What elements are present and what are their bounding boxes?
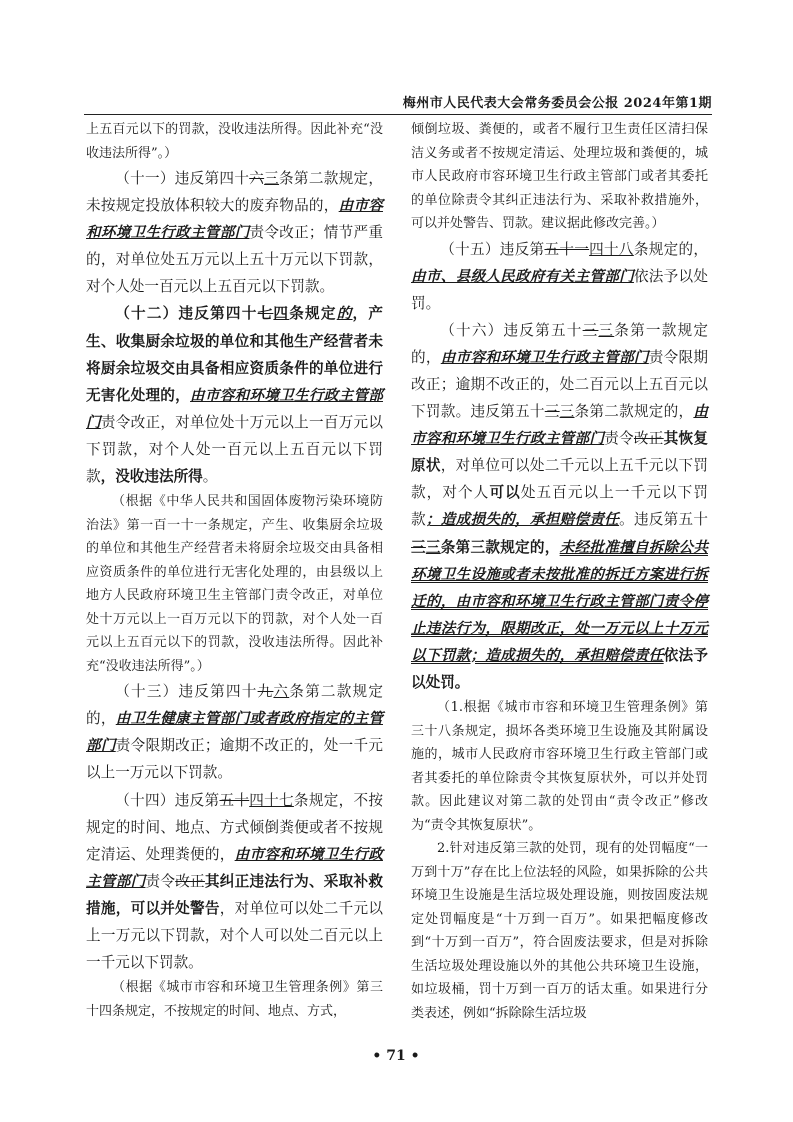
clause-16-added-text: 未经批准擅自拆除公共环境卫生设施或者未按批准的拆迁方案进行拆迁的，由市容和环境卫生行政主管部门责令停止违法行为，限期改正，处一万元以上十万元以下罚款；造成损失的，承担赔偿责任 — [411, 538, 708, 664]
clause-11-dept: 由市容和环境卫生行政主管部门 — [86, 197, 383, 242]
note-16-b: 2.针对违反第三款的处罚，现有的处罚幅度“一万到十万”存在比上位法轻的风险，如果拆除的公共环境卫生设施是生活垃圾处理设施，则按固废法规定处罚幅度是“十万到一百万”。如果把幅度修改到“十万到一百万”，符合固废法要求，但是对拆除生活垃圾处理设施以外的其他公共环境卫生设施，如垃圾桶，罚十万到一百万的话太重。如果进行分类表述，例如“拆除除生活垃圾 — [411, 841, 708, 1021]
clause-15: （十五）违反第五十一四十八条规定的，由市、县级人民政府有关主管部门依法予以处罚。 — [411, 240, 708, 312]
clause-16-dept-2: 由市容和环境卫生行政主管部门 — [411, 403, 708, 448]
clause-13: （十三）违反第四十九六条第二款规定的，由卫生健康主管部门或者政府指定的主管部门责令限期改正；逾期不改正的，处一千元以上一万元以下罚款。 — [86, 683, 383, 782]
header-rule — [84, 114, 712, 115]
page-header: 梅州市人民代表大会常务委员会公报 2024年第1期 — [402, 96, 712, 111]
note-continuation-right: 倾倒垃圾、粪便的，或者不履行卫生责任区清扫保洁义务或者不按规定清运、处理垃圾和粪便的，城市人民政府市容环境卫生行政主管部门或者其委托的单位除责令其纠正违法行为、采取补救措施外，可以并处警告、罚款。建议据此修改完善。） — [411, 122, 708, 231]
note-12: （根据《中华人民共和国固体废物污染环境防治法》第一百一十一条规定，产生、收集厨余垃圾的单位和其他生产经营者未将厨余垃圾交由具备相应资质条件的单位进行无害化处理的，由县级以上地方人民政府环境卫生主管部门责令改正，对单位处十万元以上一百万元以下的罚款，对个人处一百元以上五百元以下的罚款，没收违法所得。因此补充“没收违法所得”。） — [86, 494, 383, 674]
clause-15-dept: 由市、县级人民政府有关主管部门 — [411, 267, 634, 285]
note-14: （根据《城市市容和环境卫生管理条例》第三十四条规定，不按规定的时间、地点、方式， — [86, 980, 383, 1019]
right-column — [411, 118, 708, 1025]
clause-14-dept: 由市容和环境卫生行政主管部门 — [86, 845, 383, 890]
clause-14: （十四）违反第五十四十七条规定，不按规定的时间、地点、方式倾倒粪便或者不按规定清运、处理粪便的，由市容和环境卫生行政主管部门责令改正其纠正违法行为、采取补救措施，可以并处警告，对单位可以处二千元以上一万元以下罚款，对个人可以处二百元以上一千元以下罚款。 — [86, 791, 383, 972]
clause-12-dept: 由市容和环境卫生行政主管部门 — [86, 386, 383, 431]
left-column — [86, 118, 383, 1023]
clause-13-dept: 由卫生健康主管部门或者政府指定的主管部门 — [86, 710, 383, 755]
note-16-a: （1.根据《城市市容和环境卫生管理条例》第三十八条规定，损坏各类环境卫生设施及其附属设施的，城市人民政府市容环境卫生行政主管部门或者其委托的单位除责令其恢复原状外，可以并处罚款。因此建议对第二款的处罚由“责令改正”修改为“责令其恢复原状”。 — [411, 700, 708, 833]
clause-12: （十二）违反第四十七四条规定的，产生、收集厨余垃圾的单位和其他生产经营者未将厨余垃圾交由具备相应资质条件的单位进行无害化处理的，由市容和环境卫生行政主管部门责令改正，对单位处十万元以上一百万元以下罚款，对个人处一百元以上五百元以下罚款，没收违法所得。 — [86, 305, 383, 486]
note-continuation-top: 上五百元以下的罚款，没收违法所得。因此补充“没收违法所得”。） — [86, 122, 383, 161]
clause-11: （十一）违反第四十六三条第二款规定，未按规定投放体积较大的废弃物品的，由市容和环境卫生行政主管部门责令改正；情节严重的，对单位处五万元以上五十万元以下罚款，对个人处一百元以上五百元以下罚款。 — [86, 170, 383, 296]
clause-16-dept-1: 由市容和环境卫生行政主管部门 — [440, 348, 649, 366]
clause-16: （十六）违反第五十三三条第一款规定的，由市容和环境卫生行政主管部门责令限期改正；逾期不改正的，处二百元以上五百元以下罚款。违反第五十三三条第二款规定的，由市容和环境卫生行政主管部门责令改正其恢复原状，对单位可以处二千元以上五千元以下罚款，对个人可以处五百元以上一千元以下罚款；造成损失的，承担赔偿责任。违反第五十三三条第三款规定的，未经批准擅自拆除公共环境卫生设施或者未按批准的拆迁方案进行拆迁的，由市容和环境卫生行政主管部门责令停止违法行为，限期改正，处一万元以上十万元以下罚款；造成损失的，承担赔偿责任依法予以处罚。 — [411, 321, 708, 691]
page-number: • 71 • — [372, 1048, 420, 1064]
